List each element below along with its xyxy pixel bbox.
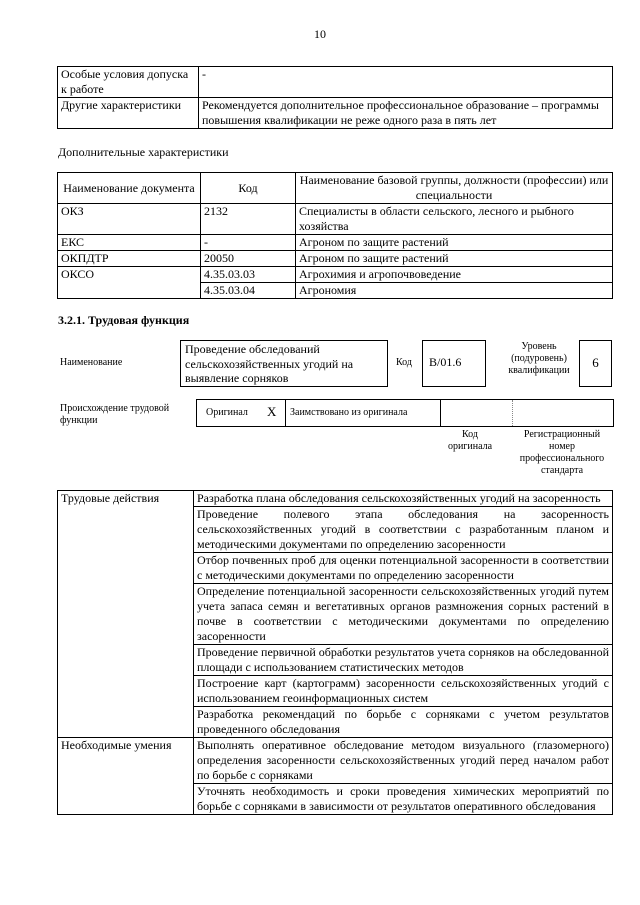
origin-borrowed: Заимствовано из оригинала [290, 407, 408, 418]
doc-cell: ОКЗ [58, 204, 201, 235]
code-cell: - [201, 235, 296, 251]
other-characteristics-label: Другие характеристики [58, 98, 199, 129]
origin-label: Происхождение трудовой функции [60, 403, 170, 426]
additional-heading: Дополнительные характеристики [58, 145, 229, 159]
section-heading: 3.2.1. Трудовая функция [58, 313, 190, 327]
doc-cell: ОКПДТР [58, 251, 201, 267]
page-number: 10 [314, 27, 326, 41]
function-code-label: Код [396, 357, 412, 368]
table-row [58, 204, 613, 235]
function-name-label: Наименование [60, 357, 123, 368]
table-row [58, 67, 613, 98]
table-row [58, 98, 613, 129]
code-cell: 2132 [201, 204, 296, 235]
name-cell: Агрономия [296, 283, 613, 299]
table-row [58, 235, 613, 251]
function-level-value: 6 [592, 355, 599, 370]
table-row [58, 267, 613, 283]
table-header-row [58, 173, 613, 204]
labor-action-item: Разработка рекомендаций по борьбе с сорняками с учетом результатов проведенного обследования [194, 707, 613, 738]
function-level-box [579, 340, 612, 387]
code-cell: 20050 [201, 251, 296, 267]
function-name-box [180, 340, 388, 387]
labor-action-item: Определение потенциальной засоренности сельскохозяйственных угодий путем учета запаса семян и вегетативных органов размножения сорных растений в почве в соответствии с методическими документами по определению засоренности [194, 584, 613, 645]
top-table [57, 66, 613, 129]
origin-divider-2 [440, 400, 441, 426]
col-header-code: Код [201, 173, 296, 204]
labor-action-item: Проведение первичной обработки результатов учета сорняков на обследованной площади с использованием статистических методов [194, 645, 613, 676]
labor-action-item: Отбор почвенных проб для оценки потенциальной засоренности в соответствии с методическими документами по определению засоренности [194, 553, 613, 584]
special-conditions-value: - [199, 67, 613, 98]
labor-action-item: Проведение полевого этапа обследования на засоренность сельскохозяйственных угодий в соответствии с разработанным планом и методическими документами по определению засоренности [194, 507, 613, 553]
table-row [58, 738, 613, 784]
col-header-name: Наименование базовой группы, должности (профессии) или специальности [296, 173, 613, 204]
labor-actions-label: Трудовые действия [58, 491, 194, 738]
skill-item: Выполнять оперативное обследование методом визуального (глазомерного) определения засоренности сельскохозяйственных угодий перед началом работ по борьбе с сорняками [194, 738, 613, 784]
function-name-value: Проведение обследований сельскохозяйственных угодий на выявление сорняков [185, 342, 354, 385]
origin-code-caption: Код оригинала [447, 429, 493, 452]
labor-table [57, 490, 613, 815]
code-cell: 4.35.03.04 [201, 283, 296, 299]
function-level-label: Уровень (подуровень) квалификации [508, 341, 570, 376]
code-cell: 4.35.03.03 [201, 267, 296, 283]
labor-action-item: Построение карт (картограмм) засоренности сельскохозяйственных угодий с использованием геоинформационных систем [194, 676, 613, 707]
origin-original: Оригинал [206, 407, 248, 418]
special-conditions-label: Особые условия допуска к работе [58, 67, 199, 98]
name-cell: Агрохимия и агропочвоведение [296, 267, 613, 283]
origin-divider-3 [512, 400, 514, 426]
other-characteristics-value: Рекомендуется дополнительное профессиональное образование – программы повышения квалификации не реже одного раза в пять лет [199, 98, 613, 129]
skills-label: Необходимые умения [58, 738, 194, 815]
function-code-box [422, 340, 486, 387]
col-header-document: Наименование документа [58, 173, 201, 204]
origin-mark: X [267, 404, 277, 419]
name-cell: Агроном по защите растений [296, 251, 613, 267]
function-code-value: B/01.6 [429, 355, 462, 369]
labor-action-item: Разработка плана обследования сельскохозяйственных угодий на засоренность [194, 491, 613, 507]
name-cell: Агроном по защите растений [296, 235, 613, 251]
table-row [58, 251, 613, 267]
doc-cell: ЕКС [58, 235, 201, 251]
origin-divider-1 [285, 400, 286, 426]
skill-item: Уточнять необходимость и сроки проведения химических мероприятий по борьбе с сорняками в зависимости от результатов оперативного обследования [194, 784, 613, 815]
doc-cell: ОКСО [58, 267, 201, 299]
origin-reg-caption: Регистрационный номер профессионального стандарта [519, 429, 605, 476]
name-cell: Специалисты в области сельского, лесного и рыбного хозяйства [296, 204, 613, 235]
additional-table [57, 172, 613, 299]
table-row [58, 491, 613, 507]
